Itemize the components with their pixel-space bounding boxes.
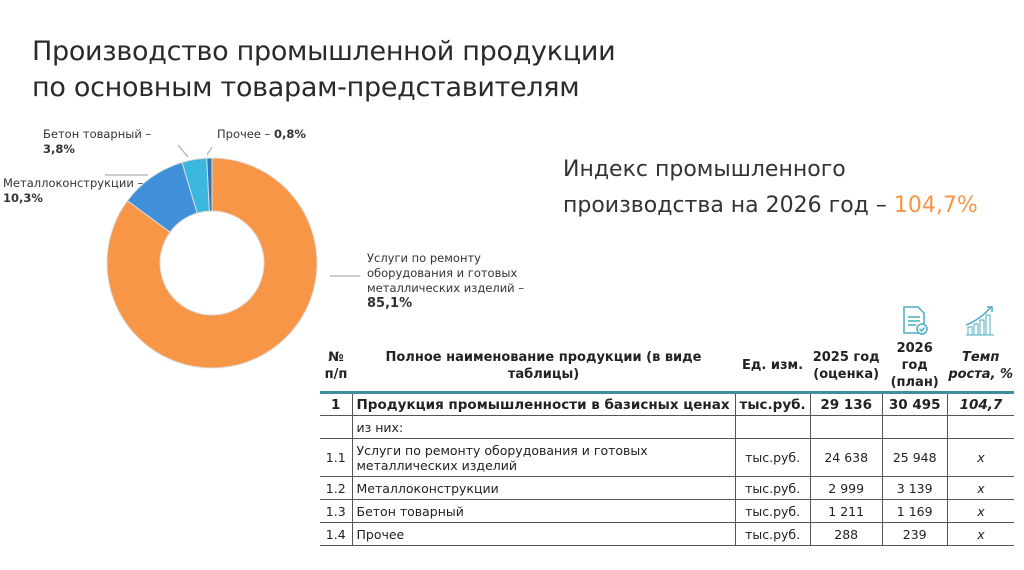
cell-name: Услуги по ремонту оборудования и готовых металлических изделий [352, 439, 735, 477]
cell-unit: тыс.руб. [735, 439, 810, 477]
index-value: 104,7% [893, 193, 978, 218]
cell-rate: х [947, 523, 1014, 546]
cell-2026: 239 [882, 523, 947, 546]
cell-name: Бетон товарный [352, 500, 735, 523]
cell-2025: 1 211 [810, 500, 882, 523]
cell-2026: 3 139 [882, 477, 947, 500]
growth-chart-icon [963, 303, 997, 337]
label-uslugi: Услуги по ремонту оборудования и готовых металлических изделий – 85,1% [367, 251, 525, 311]
label-beton: Бетон товарный – 3,8% [43, 127, 152, 156]
cell-name: Металлоконструкции [352, 477, 735, 500]
label-prochee: Прочее – 0,8% [217, 127, 306, 141]
page-title: Производство промышленной продукции по основным товарам-представителям [32, 36, 616, 103]
cell-name: Прочее [352, 523, 735, 546]
cell-unit: тыс.руб. [735, 500, 810, 523]
col-header-rate: Темп роста, % [947, 340, 1014, 393]
production-table [320, 340, 1014, 546]
cell-rate: х [947, 500, 1014, 523]
cell-unit: тыс.руб. [735, 477, 810, 500]
cell-unit: тыс.руб. [735, 523, 810, 546]
cell-rate: х [947, 477, 1014, 500]
leader-line-beton [178, 145, 188, 157]
table-row [320, 500, 1014, 523]
cell-rate: 104,7 [947, 393, 1014, 416]
table-row [320, 416, 1014, 439]
table-row [320, 439, 1014, 477]
cell-2026 [882, 416, 947, 439]
table-row [320, 477, 1014, 500]
production-index: Индекс промышленного производства на 2026 год – 104,7% [563, 157, 978, 218]
col-header-unit: Ед. изм. [735, 340, 810, 393]
col-header-name: Полное наименование продукции (в виде таблицы) [352, 340, 735, 393]
table-row [320, 393, 1014, 416]
cell-2025: 2 999 [810, 477, 882, 500]
cell-2026: 1 169 [882, 500, 947, 523]
cell-number: 1.1 [320, 439, 352, 477]
cell-name: из них: [352, 416, 735, 439]
cell-rate [947, 416, 1014, 439]
cell-number: 1.4 [320, 523, 352, 546]
cell-2025: 24 638 [810, 439, 882, 477]
table-row [320, 523, 1014, 546]
cell-name: Продукция промышленности в базисных ценах [352, 393, 735, 416]
document-check-icon [900, 305, 930, 337]
cell-2025 [810, 416, 882, 439]
cell-number [320, 416, 352, 439]
cell-number: 1.2 [320, 477, 352, 500]
cell-number: 1 [320, 393, 352, 416]
cell-2025: 288 [810, 523, 882, 546]
cell-number: 1.3 [320, 500, 352, 523]
cell-2026: 25 948 [882, 439, 947, 477]
leader-line-prochee [207, 147, 212, 155]
cell-unit [735, 416, 810, 439]
col-header-number: № п/п [320, 340, 352, 393]
cell-rate: х [947, 439, 1014, 477]
cell-2025: 29 136 [810, 393, 882, 416]
cell-unit: тыс.руб. [735, 393, 810, 416]
col-header-2026: 2026 год (план) [882, 340, 947, 393]
label-metal: Металлоконструкции – 10,3% [3, 176, 144, 205]
col-header-2025: 2025 год (оценка) [810, 340, 882, 393]
cell-2026: 30 495 [882, 393, 947, 416]
